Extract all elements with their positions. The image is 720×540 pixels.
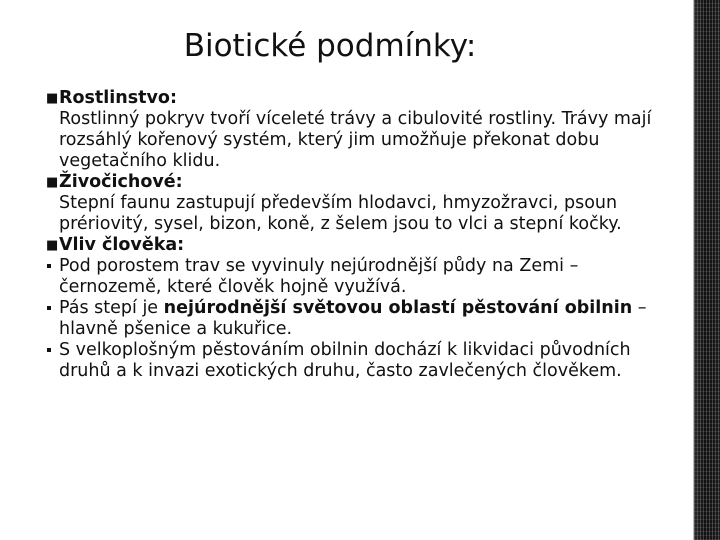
square-bullet-icon: ■ xyxy=(46,238,59,253)
section-heading: Rostlinstvo: xyxy=(59,88,177,108)
slide-content xyxy=(46,88,686,382)
list-item xyxy=(46,298,686,340)
square-bullet-icon: ■ xyxy=(46,175,59,190)
small-bullet-icon xyxy=(47,306,51,310)
list-item-text-before: Pás stepí je xyxy=(59,298,164,318)
square-bullet-icon: ■ xyxy=(46,91,59,106)
section-heading: Vliv člověka: xyxy=(59,235,185,255)
section-body: Stepní faunu zastupují především hlodavci, hmyzožravci, psoun prériovitý, sysel, bizon, koně, z šelem jsou to vlci a stepní kočky. xyxy=(59,193,622,234)
list-item xyxy=(46,256,686,298)
decorative-frame xyxy=(694,0,720,540)
section-human-impact xyxy=(46,235,686,256)
slide-title: Biotické podmínky: xyxy=(183,28,477,64)
section-heading: Živočichové: xyxy=(59,172,183,192)
list-item-text: Pod porostem trav se vyvinuly nejúrodnější půdy na Zemi – černozemě, které člověk hojně využívá. xyxy=(59,256,579,297)
section-body: Rostlinný pokryv tvoří víceleté trávy a cibulovité rostliny. Trávy mají rozsáhlý kořenový systém, který jim umožňuje překonat dobu vegetačního klidu. xyxy=(59,109,652,171)
section-fauna xyxy=(46,172,686,193)
section-flora xyxy=(46,88,686,109)
small-bullet-icon xyxy=(47,348,51,352)
list-item-emphasis: nejúrodnější světovou oblastí pěstování obilnin xyxy=(163,298,633,318)
list-item-text: S velkoplošným pěstováním obilnin dochází k likvidaci původních druhů a k invazi exotických druhu, často zavlečených člověkem. xyxy=(59,340,631,381)
small-bullet-icon xyxy=(47,264,51,268)
list-item-text-after: – hlavně pšenice a kukuřice. xyxy=(59,298,647,339)
list-item xyxy=(46,340,686,382)
